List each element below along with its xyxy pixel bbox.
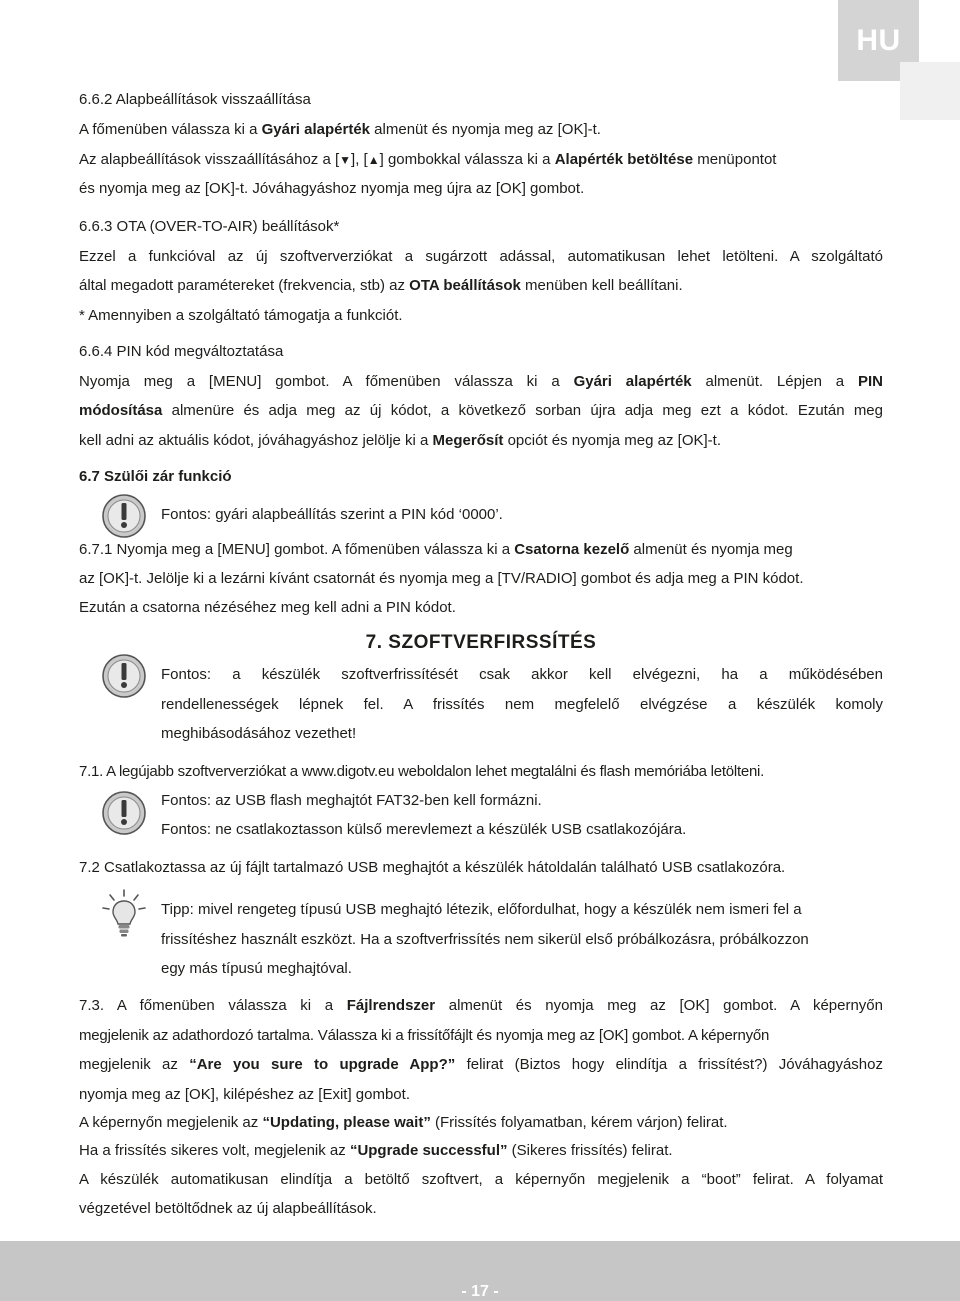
language-label: HU bbox=[856, 23, 901, 57]
section-7-2-tip-line-2: frissítéshez használt eszközt. Ha a szoftverfrissítés nem sikerül első próbálkozásra, próbálkozzon bbox=[161, 931, 809, 948]
boot-line-1: A készülék automatikusan elindítja a betöltő szoftvert, a képernyőn megjelenik a “boot” felirat. A folyamat bbox=[79, 1171, 883, 1188]
section-6-6-3-line-1: Ezzel a funkcióval az új szoftververziókat a sugárzott adással, automatikusan lehet letölteni. A szolgáltató bbox=[79, 248, 883, 265]
updating-message-line: A képernyőn megjelenik az “Updating, please wait” (Frissítés folyamatban, kérem várjon) felirat. bbox=[79, 1114, 728, 1131]
section-6-7-1-line-1: 6.7.1 Nyomja meg a [MENU] gombot. A főmenüben válassza ki a Csatorna kezelő almenüt és nyomja meg bbox=[79, 541, 793, 558]
section-7-1-note-1: Fontos: az USB flash meghajtót FAT32-ben kell formázni. bbox=[161, 792, 542, 809]
section-6-6-2-line-3: és nyomja meg az [OK]-t. Jóváhagyáshoz nyomja meg újra az [OK] gombot. bbox=[79, 180, 585, 197]
section-7-2-tip-line-1: Tipp: mivel rengeteg típusú USB meghajtó létezik, előfordulhat, hogy a készülék nem ismeri fel a bbox=[161, 901, 802, 918]
section-6-6-4-line-3: kell adni az aktuális kódot, jóváhagyáshoz jelölje ki a Megerősít opciót és nyomja meg az [OK]-t. bbox=[79, 432, 721, 449]
chapter-7-note-line-3: meghibásodásához vezethet! bbox=[161, 725, 357, 742]
section-7-3-line-4: nyomja meg az [OK], kilépéshez az [Exit] gombot. bbox=[79, 1086, 410, 1103]
section-6-7-heading: 6.7 Szülői zár funkció bbox=[79, 468, 232, 485]
info-icon bbox=[101, 653, 147, 699]
section-6-6-4-heading: 6.6.4 PIN kód megváltoztatása bbox=[79, 343, 284, 360]
boot-line-2: végzetével betöltődnek az új alapbeállítások. bbox=[79, 1200, 377, 1217]
section-6-6-2-heading: 6.6.2 Alapbeállítások visszaállítása bbox=[79, 91, 311, 108]
section-7-3-line-1: 7.3. A főmenüben válassza ki a Fájlrendszer almenüt és nyomja meg az [OK] gombot. A képernyőn bbox=[79, 997, 883, 1014]
up-arrow-icon: ▲ bbox=[367, 153, 380, 167]
section-6-6-3-heading: 6.6.3 OTA (OVER-TO-AIR) beállítások* bbox=[79, 218, 340, 235]
section-6-7-1-line-2: az [OK]-t. Jelölje ki a lezárni kívánt csatornát és nyomja meg a [TV/RADIO] gombot és adja meg a PIN kódot. bbox=[79, 570, 804, 587]
section-6-6-3-footnote: * Amennyiben a szolgáltató támogatja a funkciót. bbox=[79, 307, 403, 324]
success-message-line: Ha a frissítés sikeres volt, megjelenik az “Upgrade successful” (Sikeres frissítés) felirat. bbox=[79, 1142, 673, 1159]
section-6-6-4-line-2: módosítása almenüre és adja meg az új kódot, a következő sorban újra adja meg ezt a kódot. Ezután meg bbox=[79, 402, 883, 419]
section-7-1-text: 7.1. A legújabb szoftververziókat a www.digotv.eu weboldalon lehet megtalálni és flash memóriába letölteni. bbox=[79, 763, 765, 780]
chapter-7-note-line-2: rendellenességek lépnek fel. A frissítés nem megfelelő elvégzése a készülék komoly bbox=[161, 696, 883, 713]
page-number: - 17 - bbox=[461, 1283, 499, 1300]
section-6-7-note: Fontos: gyári alapbeállítás szerint a PIN kód ‘0000’. bbox=[161, 506, 503, 523]
section-7-3-line-2: megjelenik az adathordozó tartalma. Válassza ki a frissítőfájlt és nyomja meg az [OK] gombot. A képernyőn bbox=[79, 1027, 770, 1044]
section-7-1-note-2: Fontos: ne csatlakoztasson külső merevlemezt a készülék USB csatlakozójára. bbox=[161, 821, 687, 838]
chapter-7-note-line-1: Fontos: a készülék szoftverfrissítését csak akkor kell elvégezni, ha a működésében bbox=[161, 666, 883, 683]
info-icon bbox=[101, 790, 147, 836]
chapter-7-heading: 7. SZOFTVERFIRSSÍTÉS bbox=[365, 632, 597, 653]
section-7-3-line-3: megjelenik az “Are you sure to upgrade App?” felirat (Biztos hogy elindítja a frissítést?) Jóváhagyáshoz bbox=[79, 1056, 883, 1073]
section-6-6-3-line-2: által megadott paramétereket (frekvencia, stb) az OTA beállítások menüben kell beállítani. bbox=[79, 277, 683, 294]
section-6-7-1-line-3: Ezután a csatorna nézéséhez meg kell adni a PIN kódot. bbox=[79, 599, 456, 616]
section-6-6-2-line-1: A főmenüben válassza ki a Gyári alapérték almenüt és nyomja meg az [OK]-t. bbox=[79, 121, 601, 138]
down-arrow-icon: ▼ bbox=[339, 153, 352, 167]
info-icon bbox=[101, 493, 147, 539]
section-7-2-text: 7.2 Csatlakoztassa az új fájlt tartalmazó USB meghajtót a készülék hátoldalán található USB csatlakozóra. bbox=[79, 859, 786, 876]
section-6-6-2-line-2: Az alapbeállítások visszaállításához a [▼], [▲] gombokkal válassza ki a Alapérték betöltése menüpontot bbox=[79, 151, 777, 168]
language-tab-shadow bbox=[900, 62, 960, 120]
section-6-6-4-line-1: Nyomja meg a [MENU] gombot. A főmenüben válassza ki a Gyári alapérték almenüt. Lépjen a PIN bbox=[79, 373, 884, 390]
section-7-2-tip-line-3: egy más típusú meghajtóval. bbox=[161, 960, 352, 977]
lightbulb-icon bbox=[101, 888, 147, 938]
